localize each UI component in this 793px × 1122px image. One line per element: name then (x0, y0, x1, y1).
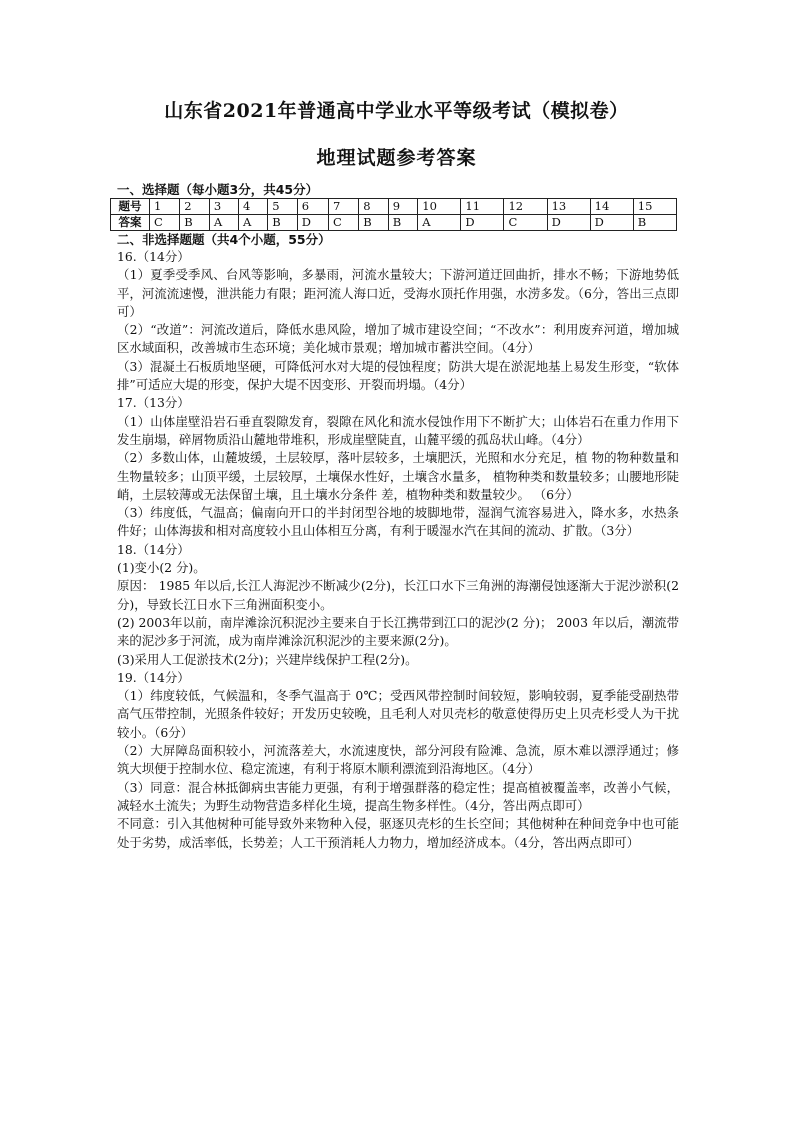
question-19-answer-3-agree: （3）同意：混合林抵御病虫害能力更强，有利于增强群落的稳定性；提高植被覆盖率，改善小气候，减轻水土流失；为野生动物营造多样化生境，提高生物多样性。（4分，答出两点即可） (117, 779, 679, 813)
table-cell: C (328, 215, 358, 231)
question-19-answer-3-disagree: 不同意：引入其他树种可能导致外来物种入侵，驱逐贝壳杉的生长空间；其他树种在种间竞争中也可能处于劣势，成活率低，长势差；人工干预消耗人力物力，增加经济成本。（4分，答出两点即可） (117, 816, 679, 850)
table-row-numbers (111, 199, 677, 215)
table-cell: 2 (180, 199, 210, 215)
question-17-answer-1: （1）山体崖壁沿岩石垂直裂隙发育，裂隙在风化和流水侵蚀作用下不断扩大；山体岩石在重力作用下发生崩塌，碎屑物质沿山麓地带堆积，形成崖壁陡直，山麓平缓的孤岛状山峰。（4分） (117, 413, 679, 447)
section-heading-essay: 二、非选择题题（共4个小题，55分） (117, 232, 331, 247)
page-title: 山东省2021年普通高中学业水平等级考试（模拟卷） (164, 100, 629, 122)
table-cell: B (268, 215, 298, 231)
question-16-heading: 16.（14分） (117, 249, 190, 264)
question-16-answer-1: （1）夏季受季风、台风等影响，多暴雨，河流水量较大；下游河道迂回曲折，排水不畅；下游地势低平，河流流速慢，泄洪能力有限；距河流人海口近，受海水顶托作用强，水涝多发。（6分，答出三点即可） (117, 267, 679, 319)
row-label-answer: 答案 (111, 215, 150, 231)
question-17-answer-3: （3）纬度低，气温高；偏南向开口的半封闭型谷地的坡脚地带，湿润气流容易进入，降水多，水热条件好；山体海拔和相对高度较小且山体相互分离，有利于暖湿水汽在其间的流动、扩散。（3分） (117, 505, 679, 539)
table-row-answers (111, 215, 677, 231)
table-cell: A (418, 215, 461, 231)
table-cell: B (388, 215, 418, 231)
table-cell: A (239, 215, 268, 231)
table-cell: A (209, 215, 238, 231)
table-cell: D (590, 215, 633, 231)
question-17-heading: 17.（13分） (117, 395, 190, 411)
table-cell: 15 (633, 199, 676, 215)
table-cell: 11 (461, 199, 504, 215)
table-cell: 1 (150, 199, 180, 215)
question-18-heading: 18.（14分） (117, 541, 190, 557)
table-cell: 8 (359, 199, 389, 215)
table-cell: D (547, 215, 590, 231)
question-19-answer-2: （2）大屏障岛面积较小，河流落差大，水流速度快，部分河段有险滩、急流，原木难以漂浮通过；修筑大坝便于控制水位、稳定流速，有利于将原木顺利漂流到沿海地区。（4分） (117, 743, 679, 777)
section-heading-choice: 一、选择题（每小题3分，共45分） (117, 182, 319, 197)
table-cell: 13 (547, 199, 590, 215)
question-18-answer-1: (1)变小(2 分)。 (117, 560, 206, 576)
table-cell: D (297, 215, 328, 231)
table-cell: B (633, 215, 676, 231)
table-cell: D (461, 215, 504, 231)
answer-table (110, 198, 677, 231)
question-18-answer-3: (3)采用人工促淤技术(2分)；兴建岸线保护工程(2分)。 (117, 651, 418, 667)
question-18-answer-2: (2) 2003年以前，南岸滩涂沉积泥沙主要来自于长江携带到江口的泥沙(2 分)； 2003 年以后，潮流带来的泥沙多于河流，成为南岸滩涂沉积泥沙的主要来源(2分)。 (117, 614, 679, 649)
question-18-reason: 原因： 1985 年以后,长江人海泥沙不断减少(2分)，长江口水下三角洲的海潮侵蚀逐渐大于泥沙淤积(2 分)，导致长江日水下三角洲面积变小。 (117, 578, 679, 612)
row-label-number: 题号 (111, 199, 150, 215)
table-cell: B (180, 215, 210, 231)
table-cell: 3 (209, 199, 238, 215)
question-17-answer-2: （2）多数山体，山麓坡缓，土层较厚，落叶层较多，土壤肥沃，光照和水分充足，植 物的物种数量和生物量较多；山顶平缓，土层较厚，土壤保水性好，土壤含水量多， 植物种类和数量较多；山腰地形陡峭，土层较薄或无法保留土壤，且土壤水分条件 差，植物种类和数量较少。 （6分） (117, 450, 679, 502)
table-cell: 4 (239, 199, 268, 215)
table-cell: 14 (590, 199, 633, 215)
table-cell: 10 (418, 199, 461, 215)
table-cell: C (150, 215, 180, 231)
table-cell: 7 (328, 199, 358, 215)
page-subtitle: 地理试题参考答案 (316, 147, 477, 169)
table-cell: 9 (388, 199, 418, 215)
table-cell: C (504, 215, 547, 231)
question-19-heading: 19.（14分） (117, 669, 190, 685)
question-16-answer-3: （3）混凝土石板质地坚硬，可降低河水对大堤的侵蚀程度；防洪大堤在淤泥地基上易发生形变，“软体排”可适应大堤的形变，保护大堤不因变形、开裂而坍塌。（4分） (117, 358, 679, 393)
table-cell: 5 (268, 199, 298, 215)
table-cell: 12 (504, 199, 547, 215)
question-16-answer-2: （2）“改道”：河流改道后，降低水患风险，增加了城市建设空间；“不改水”：利用废弃河道，增加城区水域面积，改善城市生态环境；美化城市景观；增加城市蓄洪空间。（4分） (117, 322, 679, 356)
table-cell: B (359, 215, 389, 231)
table-cell: 6 (297, 199, 328, 215)
question-19-answer-1: （1）纬度较低，气候温和，冬季气温高于 0℃；受西风带控制时间较短，影响较弱，夏季能受副热带高气压带控制，光照条件较好；开发历史较晚，且毛利人对贝壳杉的敬意使得历史上贝壳杉受人为干扰较小。（6分） (117, 688, 679, 740)
content-body (117, 181, 679, 852)
